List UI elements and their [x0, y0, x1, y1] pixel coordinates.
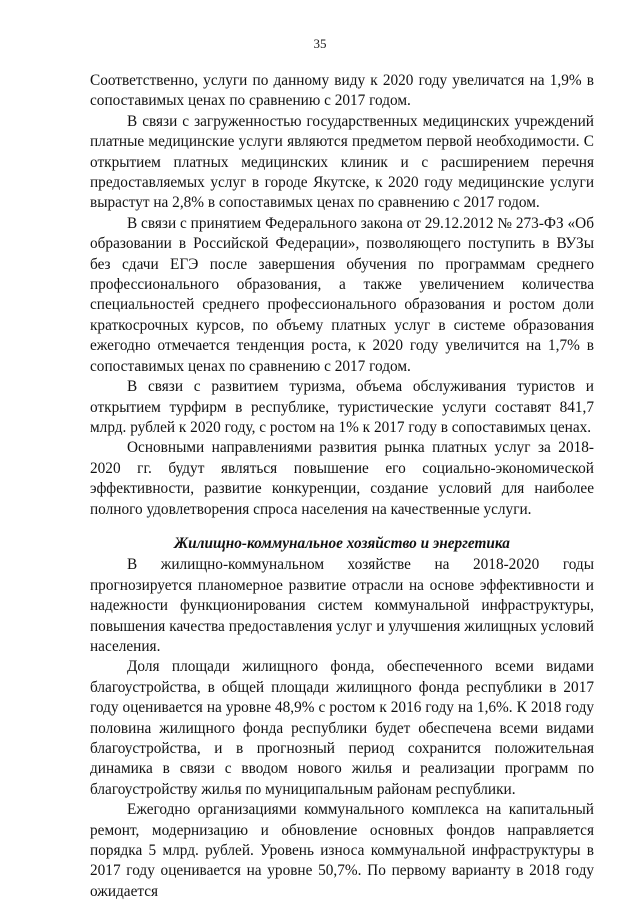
page-number: 35 [313, 36, 327, 51]
paragraph-medical-services: В связи с загруженностью государственных медицинских учреждений платные медицинские услуги являются предметом первой необходимости. С открытием платных медицинских клиник и с расширением перечня предоставляемых услуг в городе Якутске, к 2020 году медицинские услуги вырастут на 2,8% в сопоставимых ценах по сравнению с 2017 годом. [90, 112, 594, 212]
section-heading-housing: Жилищно-коммунальное хозяйство и энергетика [174, 534, 510, 552]
paragraph-services-growth: Соответственно, услуги по данному виду к 2020 году увеличатся на 1,9% в сопоставимых ценах по сравнению с 2017 годом. [90, 72, 594, 110]
paragraph-education-services: В связи с принятием Федерального закона от 29.12.2012 № 273-ФЗ «Об образовании в Российской Федерации», позволяющего поступить в ВУЗы без сдачи ЕГЭ после завершения обучения по программам среднего профессионального образования, а также увеличением количества специальностей среднего профессионального образования и ростом доли краткосрочных курсов, по объему платных услуг в системе образования ежегодно отмечается тенденция роста, к 2020 году увеличится на 1,7% в сопоставимых ценах по сравнению с 2017 годом. [90, 214, 594, 375]
paragraph-market-directions: Основными направлениями развития рынка платных услуг за 2018-2020 гг. будут являться повышение его социально-экономической эффективности, развитие конкуренции, создание условий для наиболее полного удовлетворения спроса населения на качественные услуги. [90, 439, 594, 518]
paragraph-housing-amenities: Доля площади жилищного фонда, обеспеченного всеми видами благоустройства, в общей площади жилищного фонда республики в 2017 году оценивается на уровне 48,9% с ростом к 2016 году на 1,6%. К 2018 году половина жилищного фонда республики будет обеспечена всеми видами благоустройства, и в прогнозный период сохранится положительная динамика в связи с вводом нового жилья и реализации программ по благоустройству жилья по муниципальным районам республики. [90, 658, 594, 798]
paragraph-housing-development: В жилищно-коммунальном хозяйстве на 2018-2020 годы прогнозируется планомерное развитие отрасли на основе эффективности и надежности функционирования систем коммунальной инфраструктуры, повышения качества предоставления услуг и улучшения жилищных условий населения. [90, 556, 594, 655]
document-body [90, 71, 594, 902]
paragraph-tourism-services: В связи с развитием туризма, объема обслуживания туристов и открытием турфирм в республике, туристические услуги составят 841,7 млрд. рублей к 2020 году, с ростом на 1% к 2017 году в сопоставимых ценах. [90, 378, 594, 436]
paragraph-utility-investment: Ежегодно организациями коммунального комплекса на капитальный ремонт, модернизацию и обновление основных фондов направляется порядка 5 млрд. рублей. Уровень износа коммунальной инфраструктуры в 2017 году оценивается на уровне 50,7%. По первому варианту в 2018 году ожидается [90, 801, 594, 900]
